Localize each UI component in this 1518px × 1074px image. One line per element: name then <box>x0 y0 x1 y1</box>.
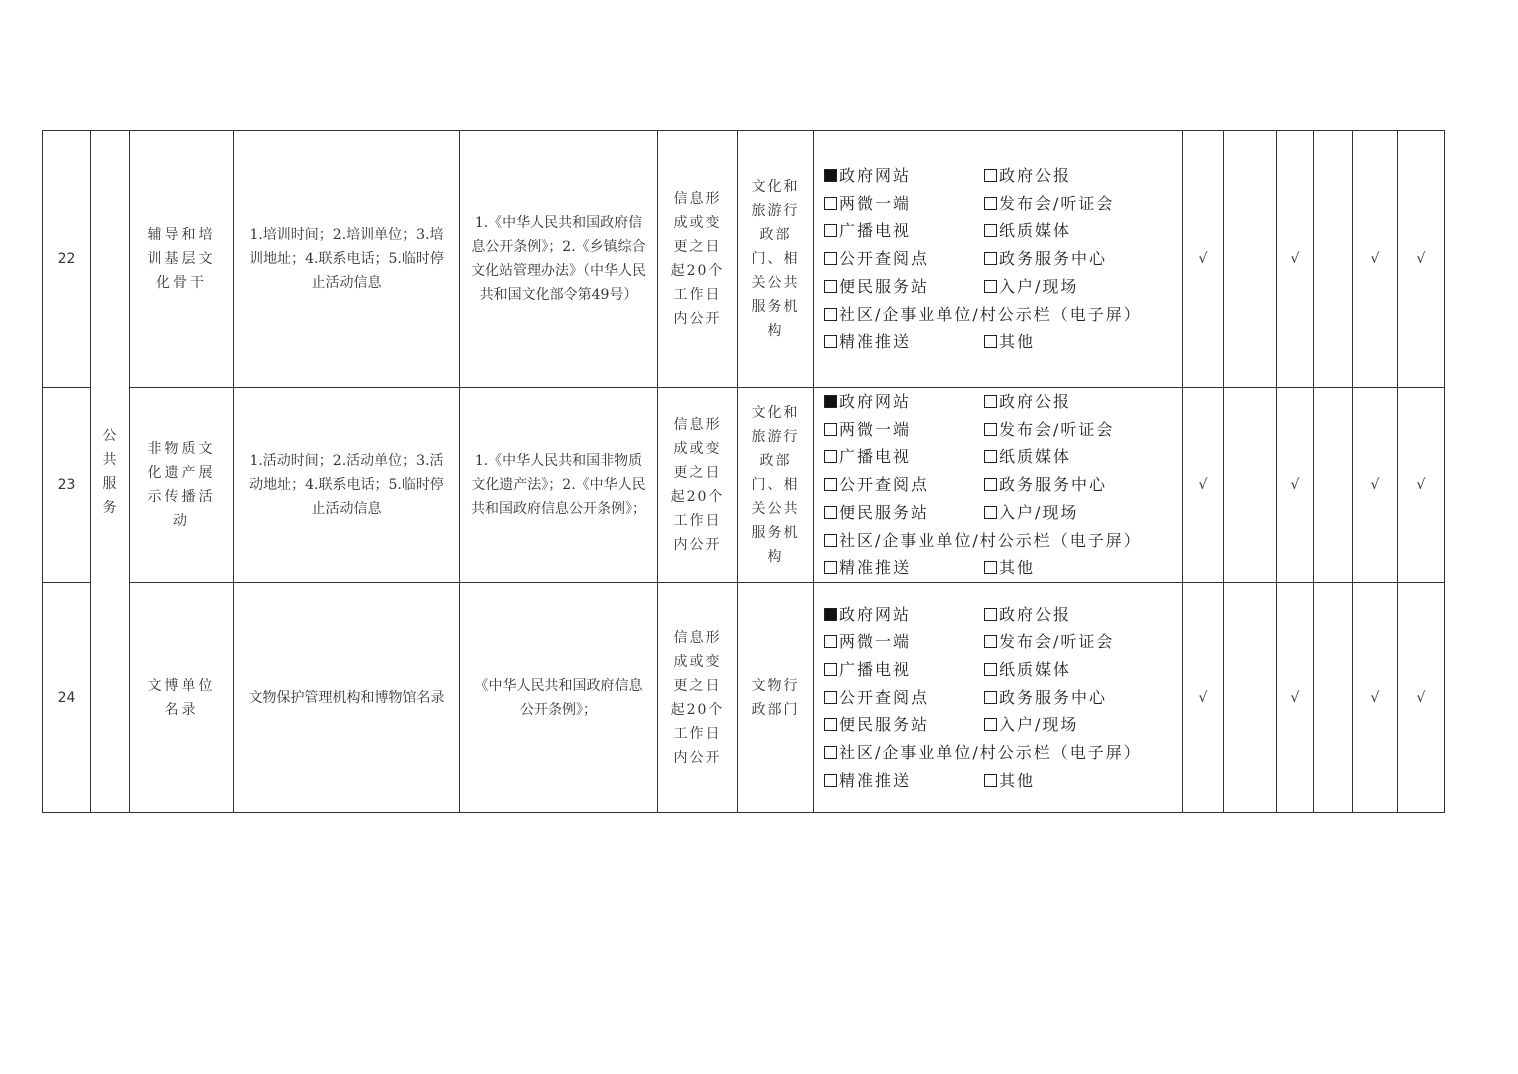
unchecked-box-icon <box>984 450 997 463</box>
checked-box-icon <box>824 608 837 621</box>
disclosure-table <box>42 130 1445 813</box>
mark-cell: √ <box>1277 388 1314 583</box>
mark-cell: √ <box>1398 131 1445 388</box>
channel-label: 入户/现场 <box>999 276 1079 296</box>
channel-label: 公开查阅点 <box>839 687 930 707</box>
unchecked-box-icon <box>824 746 837 759</box>
unchecked-box-icon <box>824 252 837 265</box>
unchecked-box-icon <box>824 280 837 293</box>
channel-label: 发布会/听证会 <box>999 193 1115 213</box>
channels-cell <box>814 131 1183 388</box>
channel-option <box>824 388 984 416</box>
channel-option <box>984 388 1184 416</box>
channel-label: 精准推送 <box>839 332 912 352</box>
basis-cell: 1.《中华人民共和国非物质文化遗产法》；2.《中华人民共和国政府信息公开条例》； <box>460 388 658 583</box>
subject-cell: 文化和旅游行政部门、相关公共服务机构 <box>738 388 814 583</box>
channel-label: 社区/企事业单位/村公示栏（电子屏） <box>839 743 1142 763</box>
unchecked-box-icon <box>984 506 997 519</box>
period-cell: 信息形成或变更之日起20个工作日内公开 <box>658 388 738 583</box>
unchecked-box-icon <box>824 691 837 704</box>
mark-cell: √ <box>1277 583 1314 813</box>
table-row <box>43 583 1445 813</box>
channel-option <box>824 739 1184 767</box>
unchecked-box-icon <box>824 534 837 547</box>
unchecked-box-icon <box>984 774 997 787</box>
channel-option <box>824 301 1184 329</box>
channel-label: 政府网站 <box>839 604 912 624</box>
unchecked-box-icon <box>984 169 997 182</box>
channel-label: 纸质媒体 <box>999 659 1072 679</box>
channel-option <box>824 471 984 499</box>
channel-option <box>824 217 984 245</box>
channel-label: 便民服务站 <box>839 276 930 296</box>
channel-option <box>984 217 1184 245</box>
channel-options <box>824 601 1182 795</box>
channel-label: 两微一端 <box>839 632 912 652</box>
channel-label: 广播电视 <box>839 447 912 467</box>
unchecked-box-icon <box>984 478 997 491</box>
channel-label: 广播电视 <box>839 221 912 241</box>
channel-label: 精准推送 <box>839 770 912 790</box>
channel-option <box>824 328 984 356</box>
unchecked-box-icon <box>984 335 997 348</box>
item-name: 辅导和培训基层文化骨干 <box>130 131 234 388</box>
mark-cell <box>1314 131 1353 388</box>
channel-option <box>984 601 1184 629</box>
unchecked-box-icon <box>984 280 997 293</box>
channel-option <box>824 162 984 190</box>
channel-option <box>984 656 1184 684</box>
channel-option <box>984 711 1184 739</box>
channel-label: 广播电视 <box>839 659 912 679</box>
basis-cell: 1.《中华人民共和国政府信息公开条例》；2.《乡镇综合文化站管理办法》（中华人民共和国文化部令第49号） <box>460 131 658 388</box>
unchecked-box-icon <box>824 718 837 731</box>
subject-cell: 文物行政部门 <box>738 583 814 813</box>
channel-label: 入户/现场 <box>999 715 1079 735</box>
channel-option <box>984 273 1184 301</box>
channel-option <box>824 273 984 301</box>
mark-cell: √ <box>1353 583 1398 813</box>
mark-cell <box>1314 583 1353 813</box>
unchecked-box-icon <box>984 635 997 648</box>
item-name: 文博单位名录 <box>130 583 234 813</box>
channel-option <box>824 767 984 795</box>
channel-options <box>824 388 1182 582</box>
unchecked-box-icon <box>984 197 997 210</box>
channel-label: 政府网站 <box>839 392 912 412</box>
content-cell: 1.培训时间；2.培训单位；3.培训地址；4.联系电话；5.临时停止活动信息 <box>234 131 460 388</box>
category-cell <box>91 131 130 813</box>
channel-label: 其他 <box>999 332 1036 352</box>
channel-label: 纸质媒体 <box>999 221 1072 241</box>
period-cell: 信息形成或变更之日起20个工作日内公开 <box>658 583 738 813</box>
channel-option <box>984 443 1184 471</box>
unchecked-box-icon <box>824 561 837 574</box>
unchecked-box-icon <box>984 663 997 676</box>
channel-label: 社区/企事业单位/村公示栏（电子屏） <box>839 304 1142 324</box>
channel-label: 政府网站 <box>839 166 912 186</box>
unchecked-box-icon <box>984 423 997 436</box>
channel-option <box>824 711 984 739</box>
content-cell: 1.活动时间；2.活动单位；3.活动地址；4.联系电话；5.临时停止活动信息 <box>234 388 460 583</box>
channel-label: 纸质媒体 <box>999 447 1072 467</box>
mark-cell: √ <box>1353 388 1398 583</box>
channel-option <box>984 328 1184 356</box>
basis-cell: 《中华人民共和国政府信息公开条例》； <box>460 583 658 813</box>
channel-label: 便民服务站 <box>839 715 930 735</box>
channel-option <box>984 416 1184 444</box>
channel-option <box>824 416 984 444</box>
mark-cell: √ <box>1277 131 1314 388</box>
unchecked-box-icon <box>824 663 837 676</box>
row-number: 22 <box>43 131 91 388</box>
unchecked-box-icon <box>824 335 837 348</box>
channel-option <box>984 499 1184 527</box>
unchecked-box-icon <box>824 450 837 463</box>
channels-cell <box>814 583 1183 813</box>
unchecked-box-icon <box>984 395 997 408</box>
channel-label: 发布会/听证会 <box>999 632 1115 652</box>
period-cell: 信息形成或变更之日起20个工作日内公开 <box>658 131 738 388</box>
channel-option <box>824 245 984 273</box>
mark-cell: √ <box>1183 583 1224 813</box>
row-number: 24 <box>43 583 91 813</box>
unchecked-box-icon <box>984 224 997 237</box>
mark-cell: √ <box>1398 583 1445 813</box>
item-name: 非物质文化遗产展示传播活动 <box>130 388 234 583</box>
channel-option <box>824 190 984 218</box>
channel-label: 精准推送 <box>839 558 912 578</box>
mark-cell <box>1224 583 1277 813</box>
channel-label: 其他 <box>999 770 1036 790</box>
unchecked-box-icon <box>984 718 997 731</box>
channel-option <box>984 684 1184 712</box>
unchecked-box-icon <box>824 197 837 210</box>
category-label: 公 共 服 务 <box>102 427 118 516</box>
channel-option <box>984 554 1184 582</box>
content-cell: 文物保护管理机构和博物馆名录 <box>234 583 460 813</box>
channel-label: 两微一端 <box>839 419 912 439</box>
unchecked-box-icon <box>984 691 997 704</box>
channel-option <box>824 443 984 471</box>
mark-cell: √ <box>1183 131 1224 388</box>
channel-option <box>824 527 1184 555</box>
channels-cell <box>814 388 1183 583</box>
unchecked-box-icon <box>824 478 837 491</box>
channel-options <box>824 162 1182 356</box>
channel-option <box>824 628 984 656</box>
mark-cell <box>1224 131 1277 388</box>
channel-option <box>824 499 984 527</box>
table-row <box>43 131 1445 388</box>
channel-option <box>824 656 984 684</box>
channel-option <box>984 628 1184 656</box>
channel-label: 政务服务中心 <box>999 475 1108 495</box>
channel-label: 政务服务中心 <box>999 687 1108 707</box>
subject-cell: 文化和旅游行政部门、相关公共服务机构 <box>738 131 814 388</box>
channel-option <box>824 554 984 582</box>
channel-label: 其他 <box>999 558 1036 578</box>
unchecked-box-icon <box>824 506 837 519</box>
channel-option <box>824 684 984 712</box>
channel-label: 政务服务中心 <box>999 249 1108 269</box>
unchecked-box-icon <box>984 252 997 265</box>
mark-cell: √ <box>1353 131 1398 388</box>
unchecked-box-icon <box>824 774 837 787</box>
channel-option <box>984 471 1184 499</box>
unchecked-box-icon <box>824 635 837 648</box>
table-row <box>43 388 1445 583</box>
unchecked-box-icon <box>824 224 837 237</box>
row-number: 23 <box>43 388 91 583</box>
checked-box-icon <box>824 395 837 408</box>
channel-label: 便民服务站 <box>839 502 930 522</box>
channel-option <box>984 162 1184 190</box>
channel-label: 两微一端 <box>839 193 912 213</box>
checked-box-icon <box>824 169 837 182</box>
unchecked-box-icon <box>984 561 997 574</box>
channel-option <box>984 245 1184 273</box>
channel-option <box>984 190 1184 218</box>
channel-label: 社区/企事业单位/村公示栏（电子屏） <box>839 530 1142 550</box>
channel-option <box>824 601 984 629</box>
mark-cell <box>1314 388 1353 583</box>
channel-label: 公开查阅点 <box>839 475 930 495</box>
mark-cell: √ <box>1398 388 1445 583</box>
mark-cell: √ <box>1183 388 1224 583</box>
channel-label: 发布会/听证会 <box>999 419 1115 439</box>
unchecked-box-icon <box>824 308 837 321</box>
channel-label: 政府公报 <box>999 392 1072 412</box>
unchecked-box-icon <box>824 423 837 436</box>
channel-option <box>984 767 1184 795</box>
channel-label: 公开查阅点 <box>839 249 930 269</box>
channel-label: 入户/现场 <box>999 502 1079 522</box>
channel-label: 政府公报 <box>999 604 1072 624</box>
unchecked-box-icon <box>984 608 997 621</box>
channel-label: 政府公报 <box>999 166 1072 186</box>
mark-cell <box>1224 388 1277 583</box>
